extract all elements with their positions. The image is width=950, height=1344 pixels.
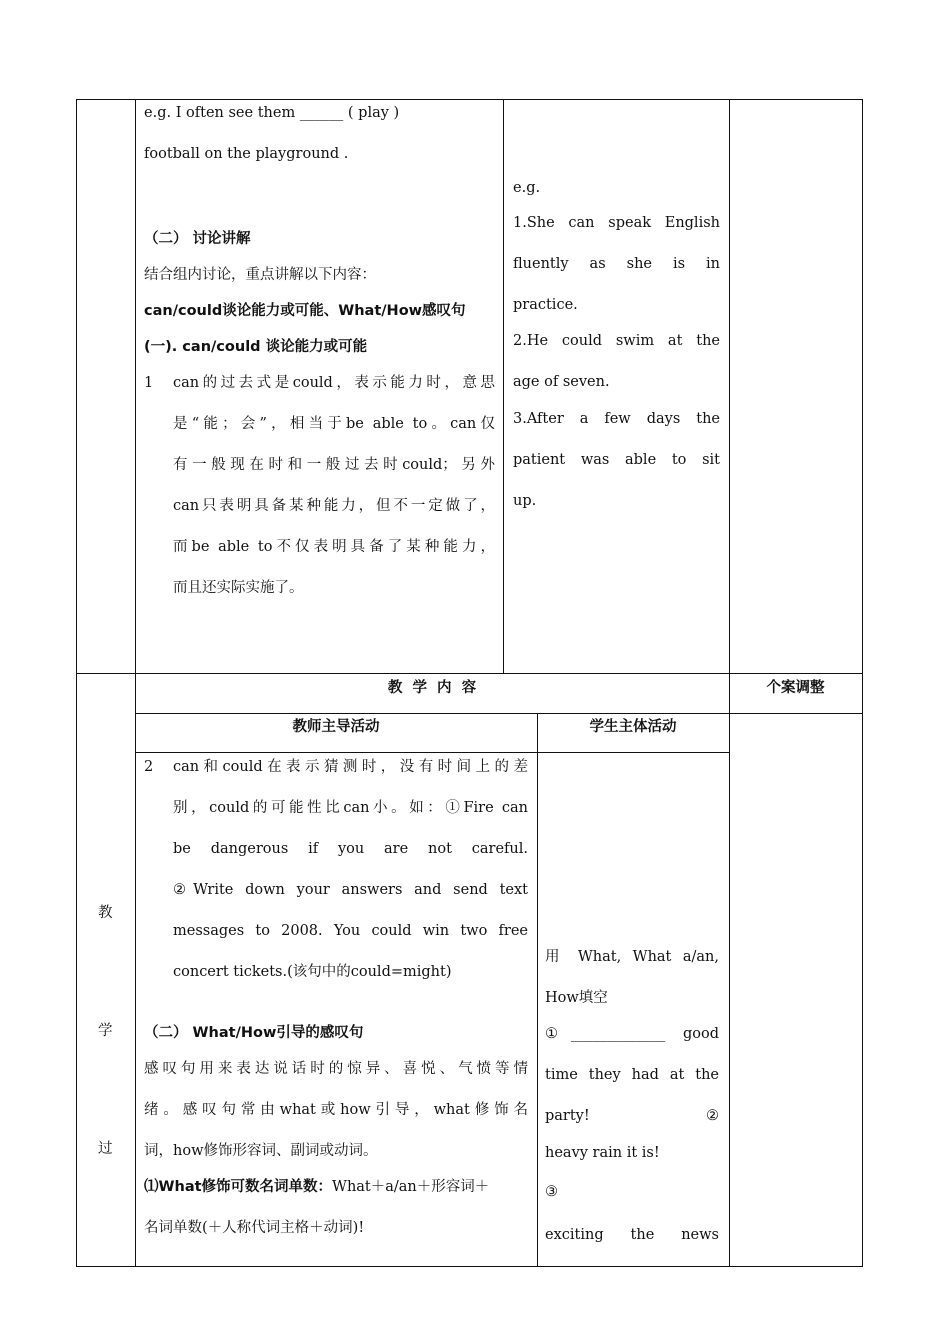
student-exercise-line: heavy rain it is! bbox=[545, 1145, 660, 1161]
exclamation-line: 词，how修饰形容词、副词或动词。 bbox=[144, 1143, 378, 1159]
example-line: age of seven. bbox=[513, 374, 610, 390]
student-exercise-line: ③ bbox=[545, 1184, 558, 1200]
example-sentence-line1: e.g. I often see them ______ ( play ) bbox=[144, 105, 400, 121]
discussion-intro: 结合组内讨论，重点讲解以下内容： bbox=[144, 267, 376, 283]
rule1-line bbox=[144, 1180, 489, 1195]
example-line: practice. bbox=[513, 297, 578, 313]
side-label-char: 学 bbox=[98, 1023, 113, 1039]
example-sentence-line2: football on the playground . bbox=[144, 146, 349, 162]
table-top-border bbox=[76, 99, 863, 100]
point2-line: can和could在表示猜测时，没有时间上的差 bbox=[173, 759, 528, 775]
exclamation-line: 绪。感叹句常由what或how引导，what修饰名 bbox=[144, 1102, 528, 1118]
student-activity-header: 学生主体活动 bbox=[589, 719, 677, 735]
rule1-label: ⑴What修饰可数名词单数： bbox=[144, 1179, 333, 1195]
example-line: fluently as she is in bbox=[513, 256, 720, 272]
table-left-border bbox=[76, 99, 77, 1266]
bottom-middle-divider bbox=[537, 713, 538, 1266]
point1-line: 有一般现在时和一般过去时could；另外 bbox=[173, 457, 495, 473]
exclamation-line: 感叹句用来表达说话时的惊异、喜悦、气愤等情 bbox=[144, 1061, 528, 1077]
point2-line: be dangerous if you are not careful. bbox=[173, 841, 528, 857]
topics-line: can/could谈论能力或可能、What/How感叹句 bbox=[144, 303, 466, 319]
point1-line: can只表明具备某种能力，但不一定做了， bbox=[173, 498, 495, 514]
point2-line: ②Write down your answers and send text bbox=[173, 882, 528, 898]
student-exercise-line: party! ② bbox=[545, 1108, 719, 1124]
discussion-heading: （二） 讨论讲解 bbox=[144, 231, 251, 247]
example-line: 1.She can speak English bbox=[513, 215, 720, 231]
side-label-char: 教 bbox=[98, 905, 113, 921]
example-line: patient was able to sit bbox=[513, 452, 720, 468]
point1-number: 1 bbox=[144, 375, 154, 391]
example-line: up. bbox=[513, 493, 537, 509]
student-exercise-line: time they had at the bbox=[545, 1067, 719, 1083]
example-line: 3.After a few days the bbox=[513, 411, 720, 427]
side-label-char: 过 bbox=[98, 1141, 113, 1157]
student-exercise-line: 用 What, What a/an, bbox=[545, 949, 719, 965]
rule1-line2: 名词单数(＋人称代词主格＋动词)! bbox=[144, 1220, 365, 1236]
teaching-content-header: 教 学 内 容 bbox=[387, 680, 477, 696]
sub-heading-can-could: (一). can/could 谈论能力或可能 bbox=[144, 339, 368, 355]
student-exercise-line: ①_____________ good bbox=[545, 1026, 719, 1042]
point1-line: can的过去式是could，表示能力时，意思 bbox=[173, 375, 495, 391]
point2-line: 别，could的可能性比can小。如：①Fire can bbox=[173, 800, 528, 816]
example-label: e.g. bbox=[513, 180, 541, 196]
table-right-border bbox=[862, 99, 863, 1266]
column-header-divider bbox=[135, 752, 729, 753]
student-exercise-line: How填空 bbox=[545, 990, 608, 1006]
exclamation-heading: （二） What/How引导的感叹句 bbox=[144, 1025, 364, 1041]
point2-line: messages to 2008. You could win two free bbox=[173, 923, 528, 939]
header-row-divider bbox=[135, 713, 863, 714]
rule1-formula: What＋a/an＋形容词＋ bbox=[332, 1179, 490, 1195]
case-adjustment-header: 个案调整 bbox=[766, 680, 825, 696]
student-exercise-line: exciting the news bbox=[545, 1227, 719, 1243]
section-divider bbox=[76, 673, 863, 674]
point1-line: 是“能；会”，相当于be able to。can仅 bbox=[173, 416, 495, 432]
point1-line: 而be able to不仅表明具备了某种能力， bbox=[173, 539, 495, 555]
teacher-activity-header: 教师主导活动 bbox=[292, 719, 380, 735]
point2-line: concert tickets.(该句中的could=might) bbox=[173, 964, 452, 980]
top-middle-divider bbox=[503, 99, 504, 673]
table-bottom-border bbox=[76, 1266, 863, 1267]
point2-number: 2 bbox=[144, 759, 154, 775]
point1-line: 而且还实际实施了。 bbox=[173, 580, 304, 596]
example-line: 2.He could swim at the bbox=[513, 333, 720, 349]
